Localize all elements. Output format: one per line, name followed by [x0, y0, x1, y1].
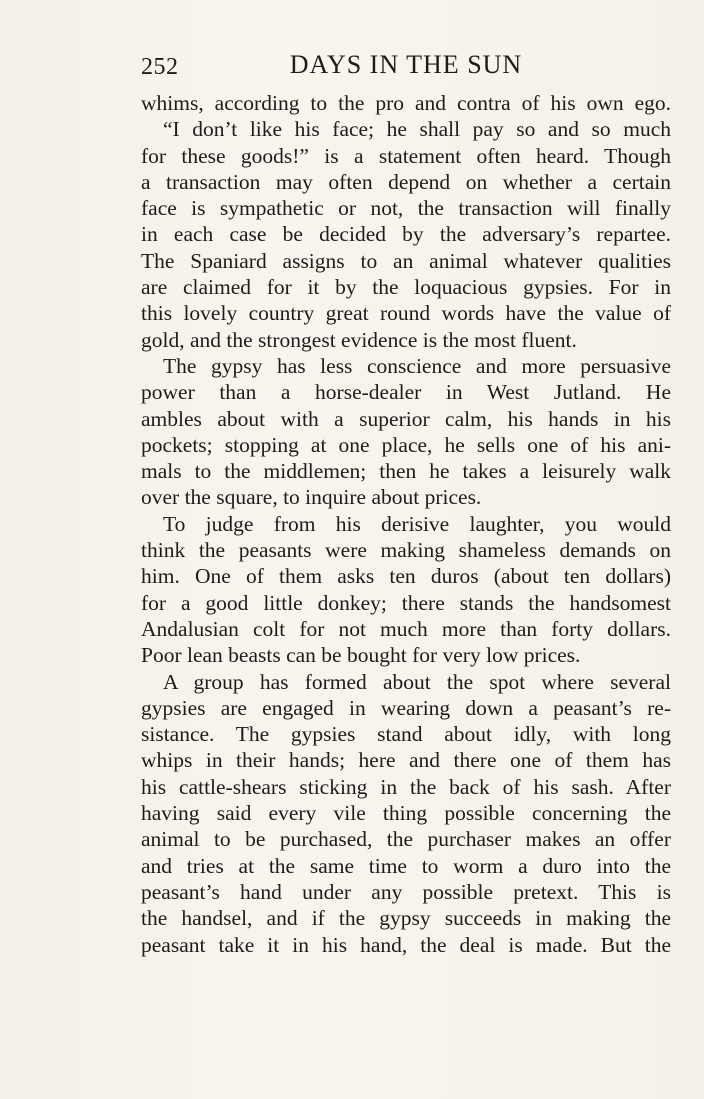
text-line: Andalusian colt for not much more than forty dollars.: [141, 616, 671, 641]
text-line: peasant’s hand under any possible pretext. This is: [141, 879, 671, 904]
text-line: To judge from his derisive laughter, you would: [163, 511, 671, 536]
text-line: for these goods!” is a statement often heard. Though: [141, 143, 671, 168]
text-line: in each case be decided by the adversary’s repartee.: [141, 222, 671, 247]
text-line: this lovely country great round words have the value of: [141, 301, 671, 326]
running-head: [141, 50, 671, 84]
text-line: for a good little donkey; there stands the handsomest: [141, 590, 671, 615]
text-line: gypsies are engaged in wearing down a peasant’s re-: [141, 695, 671, 720]
text-line: whims, according to the pro and contra of his own ego.: [141, 91, 671, 115]
text-line: face is sympathetic or not, the transaction will finally: [141, 196, 671, 221]
text-line: his cattle-shears sticking in the back of his sash. After: [141, 774, 671, 799]
text-line: the handsel, and if the gypsy succeeds in making the: [141, 906, 671, 931]
text-line: power than a horse-dealer in West Jutland. He: [141, 380, 671, 405]
text-line: “I don’t like his face; he shall pay so and so much: [163, 117, 671, 142]
body-text: [141, 90, 671, 958]
text-line: gold, and the strongest evidence is the most fluent.: [141, 327, 577, 352]
text-line: mals to the middlemen; then he takes a leisurely walk: [141, 459, 671, 484]
text-line: A group has formed about the spot where several: [163, 669, 671, 694]
text-line: whips in their hands; here and there one of them has: [141, 748, 671, 773]
text-line: are claimed for it by the loquacious gypsies. For in: [141, 275, 671, 300]
text-line: animal to be purchased, the purchaser makes an offer: [141, 827, 671, 852]
text-line: peasant take it in his hand, the deal is made. But the: [141, 932, 671, 957]
text-line: a transaction may often depend on whether a certain: [141, 169, 671, 194]
text-line: him. One of them asks ten duros (about ten dollars): [141, 564, 671, 589]
text-line: think the peasants were making shameless demands on: [141, 538, 671, 563]
text-line: ambles about with a superior calm, his hands in his: [141, 406, 671, 431]
text-line: having said every vile thing possible concerning the: [141, 801, 671, 826]
running-title: DAYS IN THE SUN: [289, 50, 523, 79]
text-line: and tries at the same time to worm a duro into the: [141, 853, 671, 878]
text-line: pockets; stopping at one place, he sells one of his ani-: [141, 432, 671, 457]
text-line: sistance. The gypsies stand about idly, with long: [141, 722, 671, 747]
text-line: Poor lean beasts can be bought for very low prices.: [141, 643, 581, 668]
text-line: over the square, to inquire about prices.: [141, 485, 482, 510]
text-line: The gypsy has less conscience and more persuasive: [163, 353, 671, 378]
text-line: The Spaniard assigns to an animal whatever qualities: [141, 248, 671, 273]
page-number: 252: [141, 54, 179, 80]
